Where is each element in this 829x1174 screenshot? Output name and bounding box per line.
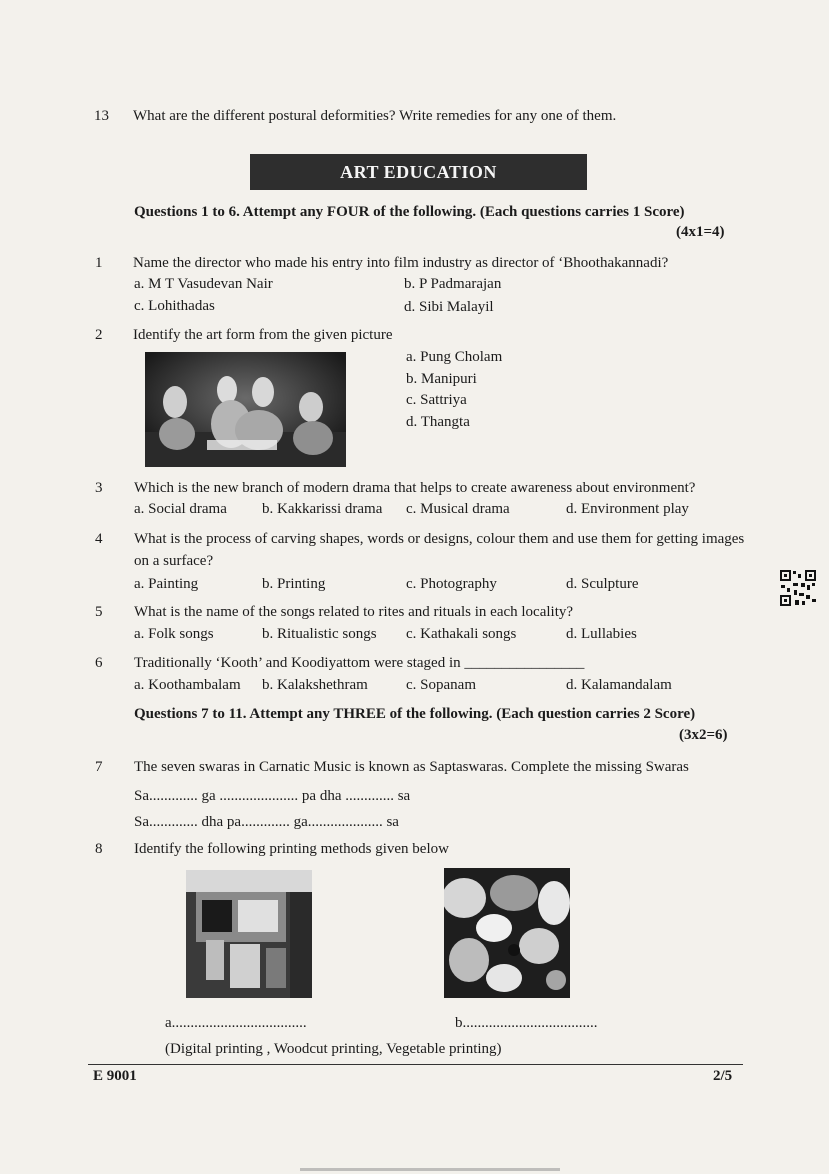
section-score: (3x2=6) xyxy=(679,727,728,743)
swara-line-1: Sa............. ga ..................... pa dha ............. sa xyxy=(134,788,411,804)
question-number: 6 xyxy=(95,655,103,671)
option-a: a. Folk songs xyxy=(134,626,214,642)
question-text: Traditionally ‘Kooth’ and Koodiyattom were staged in ________________ xyxy=(134,655,585,671)
question-text: Name the director who made his entry into film industry as director of ‘Bhoothakannadi? xyxy=(133,255,669,271)
question-number: 7 xyxy=(95,759,103,775)
question-text: Identify the art form from the given picture xyxy=(133,327,393,343)
question-text: What are the different postural deformities? Write remedies for any one of them. xyxy=(133,108,617,124)
option-d: d. Sibi Malayil xyxy=(404,299,494,315)
swara-line-2: Sa............. dha pa............. ga.................... sa xyxy=(134,814,399,830)
option-a: a. Social drama xyxy=(134,501,227,517)
option-c: c. Lohithadas xyxy=(134,298,215,314)
question-text: What is the name of the songs related to rites and rituals in each locality? xyxy=(134,604,574,620)
question-text: What is the process of carving shapes, words or designs, colour them and use them for getting images xyxy=(134,531,745,547)
question-text-continued: on a surface? xyxy=(134,553,214,569)
question-text: Identify the following printing methods given below xyxy=(134,841,449,857)
vegetable-print-photo xyxy=(444,868,570,998)
question-number: 3 xyxy=(95,480,103,496)
section-instruction: Questions 7 to 11. Attempt any THREE of the following. (Each question carries 2 Score) xyxy=(134,706,696,722)
option-a: a. Pung Cholam xyxy=(406,349,503,365)
question-number: 13 xyxy=(94,108,109,124)
option-b: b. P Padmarajan xyxy=(404,276,502,292)
option-c: c. Sattriya xyxy=(406,392,467,408)
exam-code: E 9001 xyxy=(93,1068,137,1084)
option-d: d. Kalamandalam xyxy=(566,677,672,693)
option-b: b. Printing xyxy=(262,576,326,592)
answer-blank-b: b.................................... xyxy=(455,1015,598,1031)
art-form-photo xyxy=(145,352,346,467)
option-c: c. Sopanam xyxy=(406,677,476,693)
option-d: d. Environment play xyxy=(566,501,689,517)
option-d: d. Sculpture xyxy=(566,576,639,592)
option-b: b. Kalakshethram xyxy=(262,677,368,693)
option-b: b. Kakkarissi drama xyxy=(262,501,383,517)
question-text: Which is the new branch of modern drama that helps to create awareness about environment? xyxy=(134,480,696,496)
option-d: d. Thangta xyxy=(406,414,470,430)
option-a: a. M T Vasudevan Nair xyxy=(134,276,273,292)
answer-blank-a: a.................................... xyxy=(165,1015,307,1031)
option-c: c. Musical drama xyxy=(406,501,510,517)
question-number: 8 xyxy=(95,841,103,857)
section-score: (4x1=4) xyxy=(676,224,725,240)
answer-hint: (Digital printing , Woodcut printing, Vegetable printing) xyxy=(165,1041,502,1057)
question-text: The seven swaras in Carnatic Music is known as Saptaswaras. Complete the missing Swaras xyxy=(134,759,689,775)
option-c: c. Kathakali songs xyxy=(406,626,517,642)
scan-edge xyxy=(300,1168,560,1171)
option-a: a. Koothambalam xyxy=(134,677,241,693)
question-number: 4 xyxy=(95,531,103,547)
page-number: 2/5 xyxy=(713,1068,733,1084)
qr-code-icon xyxy=(779,569,817,607)
section-title: ART EDUCATION xyxy=(250,154,587,190)
question-number: 5 xyxy=(95,604,103,620)
section-instruction: Questions 1 to 6. Attempt any FOUR of the following. (Each questions carries 1 Score) xyxy=(134,204,685,220)
footer-divider xyxy=(88,1064,743,1065)
option-a: a. Painting xyxy=(134,576,199,592)
option-b: b. Ritualistic songs xyxy=(262,626,377,642)
option-d: d. Lullabies xyxy=(566,626,637,642)
question-number: 1 xyxy=(95,255,103,271)
question-number: 2 xyxy=(95,327,103,343)
option-c: c. Photography xyxy=(406,576,497,592)
option-b: b. Manipuri xyxy=(406,371,477,387)
digital-printer-photo xyxy=(186,870,312,998)
